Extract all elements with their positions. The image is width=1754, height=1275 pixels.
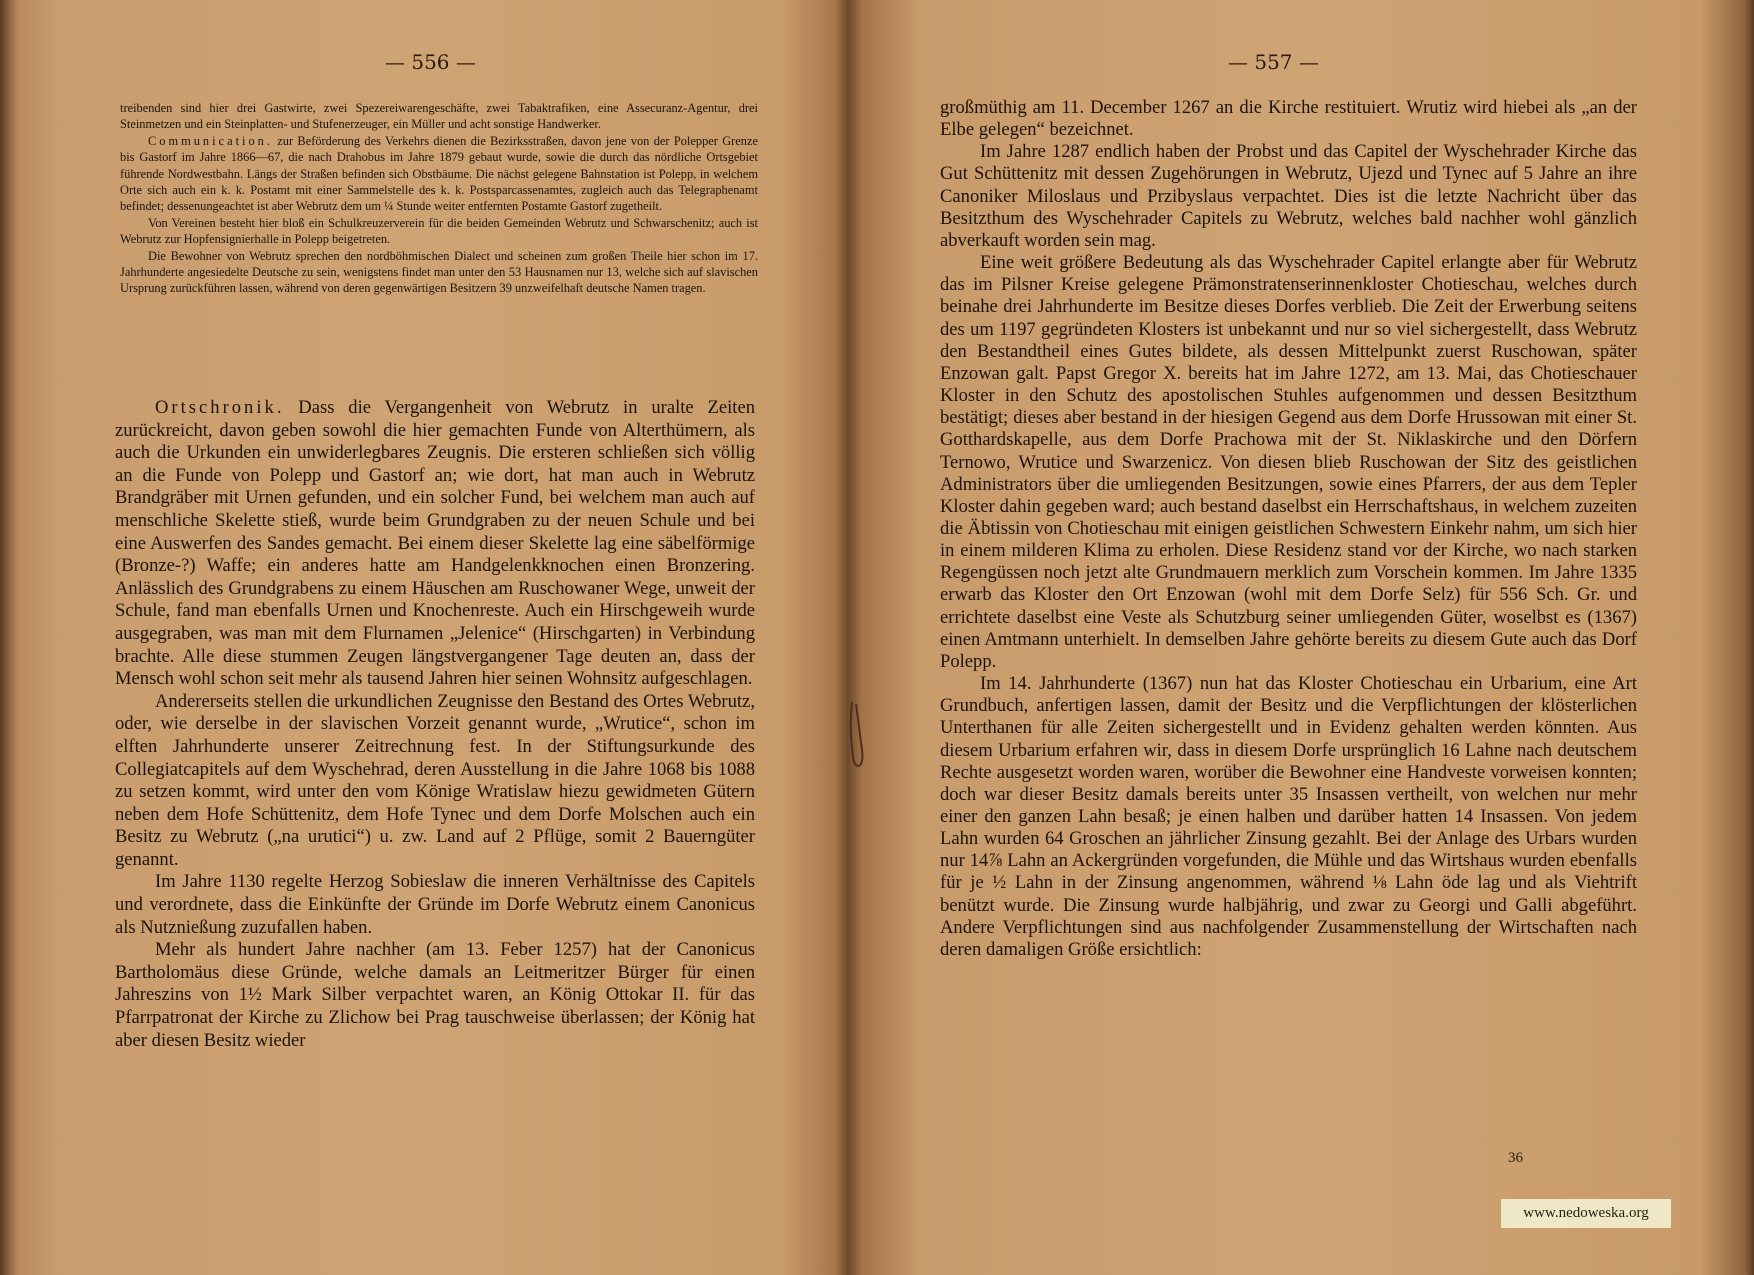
body-paragraph: Eine weit größere Bedeutung als das Wyschehrader Capitel erlangte aber für Webrutz das im Pilsner Kreise gelegene Prämonstratenserinnenkloster Chotieschau, welches durch beinahe drei Jahrhunderte im Besitze dieses Dorfes verblieb. Die Zeit der Erwerbung seitens des um 1197 gegründeten Klosters ist unbekannt und nur so viel sichergestellt, dass Webrutz den Bestandtheil eines Gutes bildete, als dessen Mittelpunkt zuerst Ruschowan, später Enzowan galt. Papst Gregor X. bereits hat im Jahre 1272, am 13. Mai, das Chotieschauer Kloster in den Schutz des apostolischen Stuhles aufgenommen und dessen Besitzthum bestätigt; dieses aber bestand in der hiesigen Gegend aus dem Dorfe Hrussowan mit einer St. Gotthardskapelle, aus dem Dorfe Prachowa mit der St. Niklaskirche und den Dörfern Ternowo, Wrutice und Swarzenicz. Von diesen blieb Ruschowan der Sitz des geistlichen Administrators über die umliegenden Besitzungen, sowie eines Pfarrers, der aus dem Tepler Kloster dahin gegeben ward; auch bestand daselbst ein Herrschaftshaus, in welchem zuzeiten die Äbtissin von Chotieschau mit einigen geistlichen Schwestern Einkehr nahm, um sich hier in einem milderen Klima zu erholen. Diese Residenz stand vor der Kirche, wo nach starken Regengüssen noch jetzt alte Grundmauern merklich zum Vorschein kommen. Im Jahre 1335 erwarb das Kloster den Ort Enzowan (wohl mit dem Dorfe Selz) für 556 Sch. Gr. und errichtete daselbst eine Veste als Schutzburg seiner umliegenden Güter, woselbst es (1367) einen Amtmann unterhielt. In demselben Jahre gehörte bereits zu diesem Gute auch das Dorf Polepp.	[940, 252, 1637, 672]
communication-heading: Communication.	[148, 133, 273, 148]
body-paragraph: großmüthig am 11. December 1267 an die Kirche restituiert. Wrutiz wird hiebei als „an der Elbe gelegen“ bezeichnet.	[940, 97, 1637, 141]
page-number-right: — 557 —	[1228, 50, 1319, 74]
body-paragraph: Mehr als hundert Jahre nachher (am 13. Feber 1257) hat der Canonicus Bartholomäus diese Gründe, welche damals an Leitmeritzer Bürger für einen Jahreszins von 1½ Mark Silber verpachtet waren, an König Ottokar II. für das Pfarrpatronat der Kirche zu Zlichow bei Prag tauschweise überlassen; der König hat aber diesen Besitz wieder	[115, 939, 755, 1051]
body-paragraph: Im Jahre 1130 regelte Herzog Sobieslaw die inneren Verhältnisse des Capitels und verordnete, dass die Einkünfte der Gründe im Dorfe Webrutz einem Canonicus als Nutznießung zuzufallen haben.	[115, 871, 755, 938]
right-page	[848, 0, 1754, 1275]
chronik-text: Dass die Vergangenheit von Webrutz in uralte Zeiten zurückreicht, davon geben sowohl die hier gemachten Funde von Alterthümern, als auch die Urkunden ein unwiderlegbares Zeugnis. Die ersteren schließen sich völlig an die Funde von Polepp und Gastorf an; wie dort, hat man auch in Webrutz Brandgräber mit Urnen gefunden, und ein solcher Fund, bei welchem man auch auf menschliche Skelette stieß, wurde beim Grundgraben zu der neuen Schule und bei eine Auswerfen des Sandes gemacht. Bei einem dieser Skelette lag eine säbelförmige (Bronze-?) Waffe; ein anderes hatte am Handgelenkknochen einen Bronzering. Anlässlich des Grundgrabens zu einem Häuschen am Ruschowaner Wege, unweit der Schule, fand man ebenfalls Urnen und Knochenreste. Auch ein Hirschgeweih wurde ausgegraben, was man mit dem Flurnamen „Jelenice“ (Hirschgarten) in Verbindung brachte. Alle diese stummen Zeugen längstvergangener Tage deuten an, dass der Mensch wohl schon seit mehr als tausend Jahren hier seinen Wohnsitz aufgeschlagen.	[115, 397, 755, 690]
body-paragraph: Im Jahre 1287 endlich haben der Probst und das Capitel der Wyschehrader Kirche das Gut Schüttenitz mit dessen Zugehörungen in Webrutz, Ujezd und Tynec auf 5 Jahre an ihre Canoniker Miloslaus und Przibyslaus verpachtet. Dies ist die letzte Nachricht über das Besitzthum des Wyschehrader Capitels zu Webrutz, welches bald nachher wohl gänzlich abverkauft worden sein mag.	[940, 141, 1637, 251]
left-body-text	[115, 397, 755, 1052]
chronik-paragraph	[115, 397, 755, 691]
small-paragraph: Von Vereinen besteht hier bloß ein Schulkreuzerverein für die beiden Gemeinden Webrutz und Schwarschenitz; auch ist Webrutz zur Hopfensignierhalle in Polepp beigetreten.	[120, 215, 758, 247]
chronik-heading: Ortschronik.	[155, 397, 285, 418]
page-number-left: — 556 —	[385, 50, 476, 74]
right-body-text	[940, 97, 1637, 961]
communication-paragraph	[120, 133, 758, 215]
watermark-link[interactable]: www.nedoweska.org	[1501, 1199, 1671, 1228]
small-print-section	[120, 100, 758, 297]
sheet-signature: 36	[1508, 1150, 1523, 1166]
body-paragraph: Andererseits stellen die urkundlichen Zeugnisse den Bestand des Ortes Webrutz, oder, wie derselbe in der slavischen Vorzeit genannt wurde, „Wrutice“, schon im elften Jahrhunderte unserer Zeitrechnung fest. In der Stiftungsurkunde des Collegiatcapitels auf dem Wyschehrad, deren Ausstellung in die Jahre 1068 bis 1088 zu setzen kommt, wird unter den vom Könige Wratislaw hiezu gewidmeten Gütern neben dem Hofe Schüttenitz, dem Hofe Tynec und dem Dorfe Molschen auch ein Besitz zu Webrutz („na urutici“) u. zw. Land auf 2 Pflüge, somit 2 Bauerngüter genannt.	[115, 690, 755, 870]
communication-text: zur Beförderung des Verkehrs dienen die Bezirksstraßen, davon jene von der Polepper Grenze bis Gastorf im Jahre 1866—67, die nach Drahobus im Jahre 1879 gebaut wurde, sowie die durch das nördliche Ortsgebiet führende Nordwestbahn. Längs der Straßen befinden sich Obstbäume. Die nächst gelegene Bahnstation ist Polepp, in welchem Orte sich auch ein k. k. Postamt mit einer Sammelstelle des k. k. Postsparcassenamtes, zugleich auch das Telegraphenamt befindet; dessenungeachtet ist aber Webrutz dem um ¼ Stunde weiter entfernten Postamte Gastorf zugetheilt.	[120, 133, 758, 214]
small-paragraph: Die Bewohner von Webrutz sprechen den nordböhmischen Dialect und scheinen zum großen Theile hier schon im 17. Jahrhunderte angesiedelte Deutsche zu sein, wenigstens findet man unter den 53 Hausnamen nur 13, welche sich auf slavischen Ursprung zurückführen lassen, während von deren gegenwärtigen Besitzern 39 unzweifelhaft deutsche Namen tragen.	[120, 248, 758, 296]
body-paragraph: Im 14. Jahrhunderte (1367) nun hat das Kloster Chotieschau ein Urbarium, eine Art Grundbuch, anfertigen lassen, damit der Besitz und die Verpflichtungen der klösterlichen Unterthanen für alle Zeiten sichergestellt und in Evidenz gehalten werden könnten. Aus diesem Urbarium erfahren wir, dass in diesem Dorfe ursprünglich 16 Lahne nach deutschem Rechte ausgesetzt worden waren, worüber die Bewohner eine Handveste vorweisen konnten; doch war dieser Besitz damals bereits unter 35 Insassen vertheilt, von welchen nur mehr einer den ganzen Lahn besaß; je einen halben und darüber hatten 14 Insassen. Von jedem Lahn wurden 64 Groschen an jährlicher Zinsung gezahlt. Bei der Anlage des Urbars wurden nur 14⅞ Lahn an Ackergründen vorgefunden, die Mühle und das Wirtshaus wurden ebenfalls für je ½ Lahn in der Zinsung angenommen, während ⅛ Lahn öde lag und als Viehtrift benützt wurde. Die Zinsung wurde halbjährig, und zwar zu Georgi und Galli abgeführt. Andere Verpflichtungen sind aus nachfolgender Zusammenstellung der Wirtschaften nach deren damaligen Größe ersichtlich:	[940, 673, 1637, 960]
small-paragraph: treibenden sind hier drei Gastwirte, zwei Spezereiwarengeschäfte, zwei Tabaktrafiken, eine Assecuranz-Agentur, drei Steinmetzen und ein Steinplatten- und Stufenerzeuger, ein Müller und acht sonstige Handwerker.	[120, 101, 758, 132]
left-page	[0, 0, 848, 1275]
